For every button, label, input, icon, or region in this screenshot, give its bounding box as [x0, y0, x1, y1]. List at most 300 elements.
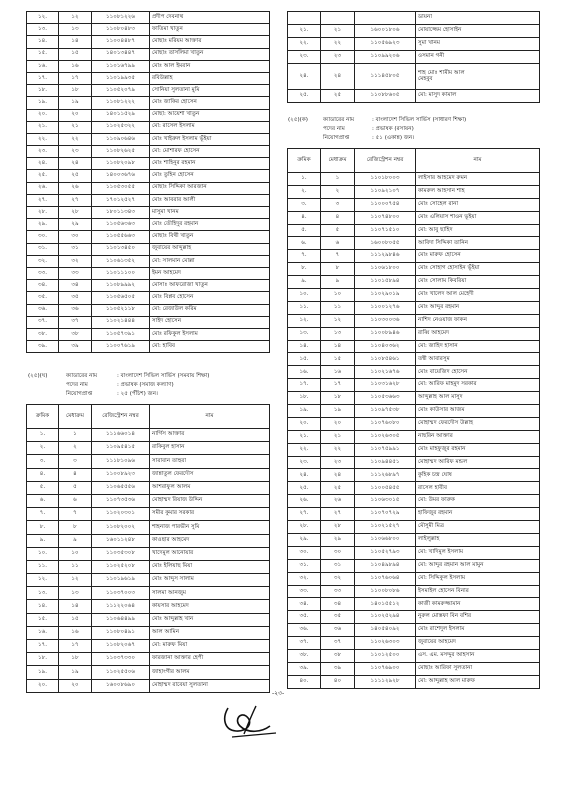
row-reg: ১১০৮১২২২: [92, 97, 150, 109]
row-reg: ১১০২৫৫০৬: [92, 666, 150, 679]
row-serial: ২৫.: [288, 90, 321, 103]
row-reg: ১১০৫৬৫০৫: [92, 292, 150, 304]
signature-mark: [218, 700, 282, 742]
row-name: মো: রাসেল ইসলাম: [150, 121, 270, 133]
row-reg: ১৪০১৩৪৪৭: [92, 48, 150, 60]
row-reg: ১৮০১১৩৪৩: [92, 207, 150, 219]
table-row: [27, 600, 270, 613]
row-merit: ৯: [321, 276, 355, 289]
row-serial: ২.: [288, 185, 321, 198]
row-serial: ৩০.: [288, 546, 321, 559]
row-serial: ৩৮.: [288, 649, 321, 662]
table-row: [288, 224, 540, 237]
table-row: [27, 12, 270, 24]
row-name: সারাবান তাহুরা: [150, 455, 270, 468]
table-row: [288, 263, 540, 276]
row-reg: ১১০৯২১০৭: [355, 185, 416, 198]
table-row: [27, 133, 270, 145]
row-merit: ৪০: [321, 675, 355, 688]
row-serial: ২৯.: [288, 533, 321, 546]
row-name: মৌসুমী মিত্র: [416, 521, 540, 534]
row-serial: ২৪.: [288, 469, 321, 482]
row-merit: ৬: [59, 494, 92, 507]
table-row: [288, 662, 540, 675]
row-name: মোসাঃ আফরোজা খাতুন: [150, 280, 270, 292]
row-reg: ১১০০৮৯২৩: [92, 468, 150, 481]
row-merit: ৩: [321, 198, 355, 211]
table-row: [27, 429, 270, 442]
table-row: [288, 237, 540, 250]
row-reg: ১১০১৮০০৩: [355, 173, 416, 186]
row-reg: ১১০৯৭৫৩৮: [355, 405, 416, 418]
row-serial: ৩৩.: [27, 267, 59, 279]
row-reg: ১৭০১২৫২৭: [92, 194, 150, 206]
row-reg: ১১১৮১০৯৬: [92, 455, 150, 468]
row-name: মোঃ আব্দুর রহমান: [416, 301, 540, 314]
table-row: [288, 508, 540, 521]
row-name: মোঃ এলিয়াস শাওন ভূইয়া: [416, 211, 540, 224]
row-serial: ৩৪.: [288, 598, 321, 611]
table-left-bottom: [26, 404, 270, 693]
row-serial: ২৮.: [27, 207, 59, 219]
row-reg: ১১০৭৬০৮০: [355, 417, 416, 430]
row-serial: ১১.: [27, 560, 59, 573]
table-row: [288, 276, 540, 289]
row-merit: ৩: [59, 455, 92, 468]
table-row: [288, 250, 540, 263]
table-row: [27, 231, 270, 243]
row-merit: ২৩: [321, 51, 355, 64]
table-row: [288, 90, 540, 103]
row-merit: [321, 12, 355, 25]
row-serial: ১২.: [27, 12, 59, 24]
row-name: মোহাম্মদ রিয়াজ উদ্দিন: [150, 494, 270, 507]
row-merit: ৩৪: [321, 598, 355, 611]
row-serial: ১৩.: [27, 24, 59, 36]
table-row: [27, 560, 270, 573]
row-serial: ২১.: [288, 430, 321, 443]
row-serial: ২৬.: [288, 495, 321, 508]
table-row: [27, 121, 270, 133]
table-row: [288, 211, 540, 224]
row-serial: ৩১.: [27, 243, 59, 255]
row-serial: ১৩.: [27, 587, 59, 600]
row-reg: ১১০৫২০৭৯: [92, 85, 150, 97]
row-reg: ১১০৯০৬৪৬: [92, 133, 150, 145]
row-serial: ১৫.: [27, 48, 59, 60]
table-row: [27, 640, 270, 653]
row-merit: ১৮: [59, 85, 92, 97]
row-name: মো: সিদ্দিকুল ইসলাম: [416, 572, 540, 585]
row-merit: ১: [321, 173, 355, 186]
table-right-bottom: [287, 148, 540, 689]
table-row: [27, 534, 270, 547]
row-merit: ২৪: [321, 469, 355, 482]
row-merit: ২৬: [59, 182, 92, 194]
section-gha-post-value: : প্রভাষক (সমাজ কল্যাণ): [117, 382, 174, 388]
row-name: মোঃ খালেদ আল মেহেদী: [416, 289, 540, 302]
row-name: মোঃ মাহফুজুর রহমান: [416, 443, 540, 456]
row-merit: ৩০: [321, 546, 355, 559]
row-name: রাব্বি আহমেদ: [416, 327, 540, 340]
row-reg: ১১০৫৬৩৬৩: [92, 219, 150, 231]
row-name: প্রদীপ দেবনাথ: [150, 12, 270, 24]
col-merit: মেধাক্রম: [59, 405, 92, 429]
table-row: [27, 60, 270, 72]
row-merit: ২৮: [59, 207, 92, 219]
row-name: ইমন আহমেদ: [150, 267, 270, 279]
row-name: লাইলুল্লাহ: [416, 533, 540, 546]
row-serial: ১৮.: [27, 653, 59, 666]
row-serial: ১১.: [288, 301, 321, 314]
table-row: [27, 219, 270, 231]
section-gha-post-label: পদের নাম: [66, 382, 88, 388]
row-reg: ১৪০১১৫২৯: [92, 109, 150, 121]
table-row: [27, 626, 270, 639]
row-serial: ২০.: [27, 109, 59, 121]
row-name: রবিউল্লাহ: [150, 72, 270, 84]
row-merit: ১৫: [59, 613, 92, 626]
row-serial: ১৬.: [288, 366, 321, 379]
table-row: [27, 494, 270, 507]
row-reg: ১১০৮৮৬০৫: [355, 90, 416, 103]
table-row: [288, 598, 540, 611]
row-reg: ১১০০৭৬১৯: [92, 341, 150, 353]
row-serial: ২৪.: [27, 158, 59, 170]
row-serial: ৫.: [288, 224, 321, 237]
row-name: মোঃ বিপ্লব হোসেন: [150, 292, 270, 304]
table-row: [27, 267, 270, 279]
row-merit: ২১: [59, 121, 92, 133]
section-ka-count-value: : ৫১ (একান্ন) জন।: [372, 135, 415, 141]
row-serial: ১৬.: [27, 626, 59, 639]
table-row: [27, 292, 270, 304]
table-row: [27, 72, 270, 84]
row-merit: ২৭: [59, 194, 92, 206]
row-reg: ১৪০০৩৬৭৬: [92, 170, 150, 182]
col-reg: [355, 149, 416, 173]
row-reg: ১১০৩০০৩৬: [355, 314, 416, 327]
row-merit: ২০: [59, 679, 92, 692]
row-merit: ১৪: [59, 36, 92, 48]
row-name: মোঃ শাহিনুর রহমান: [150, 158, 270, 170]
row-merit: ৮: [59, 521, 92, 534]
section-gha-count-value: : ২৫ (পঁচিশ) জন।: [117, 391, 158, 397]
row-merit: ১৭: [59, 72, 92, 84]
row-merit: ৪: [321, 211, 355, 224]
table-row: [27, 574, 270, 587]
row-merit: ১৭: [321, 379, 355, 392]
row-reg: ১১০৬১৩৫২: [92, 255, 150, 267]
row-serial: [288, 12, 321, 25]
row-serial: ৪.: [288, 211, 321, 224]
table-row: [288, 585, 540, 598]
row-reg: ১১০৬৪৪৯৯: [92, 613, 150, 626]
row-merit: ৩০: [59, 231, 92, 243]
section-ka-count-label: নিয়োগপ্রাপ্ত: [323, 135, 350, 141]
row-reg: ১১০৭৬০৬৪: [355, 572, 416, 585]
row-reg: ১১০১৩৪৫০: [92, 243, 150, 255]
row-name: মো: রেজাউল করিম: [150, 304, 270, 316]
table-row: [27, 316, 270, 328]
table-row: [288, 559, 540, 572]
row-serial: ২৩.: [288, 456, 321, 469]
row-serial: ২১.: [288, 25, 321, 38]
row-name: মোহাম্মদ ফেরদৌস উল্লাহ: [416, 417, 540, 430]
col-merit: মেধাক্রম: [321, 149, 355, 173]
row-reg: ১১০৫৭৩৯১: [92, 328, 150, 340]
row-merit: ২০: [59, 109, 92, 121]
row-name: মোছাঃ আরিফা সুলতানা: [416, 662, 540, 675]
table-row: [27, 679, 270, 692]
table-row: [27, 109, 270, 121]
row-serial: ৩.: [27, 455, 59, 468]
row-name: মোঃ তৌহিদুর রহমান: [150, 219, 270, 231]
row-name: মো: খাদিমুল ইসলাম: [416, 546, 540, 559]
row-name: মোঃ জাকির হোসেন: [150, 97, 270, 109]
row-reg: ১১০০৫৪৫৫: [355, 482, 416, 495]
table-row: [288, 521, 540, 534]
row-name: খাদেমুল আনোয়ার: [150, 547, 270, 560]
row-name: মোঃ কাউসার আজম: [416, 405, 540, 418]
row-serial: ১৫.: [27, 613, 59, 626]
section-ka-cadre-label: ক্যাডারের নাম: [323, 117, 355, 123]
row-reg: ১১০০১২৭৬: [355, 301, 416, 314]
row-serial: ১২.: [27, 574, 59, 587]
row-reg: ১১০৮১২২৬: [92, 12, 150, 24]
table-row: [288, 482, 540, 495]
row-reg: ১১১১২৯২৮: [355, 675, 416, 688]
row-serial: ১৮.: [288, 392, 321, 405]
row-serial: ২৪.: [288, 64, 321, 90]
row-name: মো: আবু ছাহিদ: [416, 224, 540, 237]
row-name: মোঃ সোহাগ হোসাইন ভূঁইয়া: [416, 263, 540, 276]
row-serial: ২৫.: [27, 170, 59, 182]
row-serial: ৫.: [27, 481, 59, 494]
table-row: [27, 97, 270, 109]
row-reg: ১১০৩৫৩০৮: [92, 547, 150, 560]
table-row: [27, 442, 270, 455]
row-reg: ১১০০৮৯৪৬: [355, 327, 416, 340]
row-serial: ৩৯.: [27, 341, 59, 353]
row-merit: ২: [321, 185, 355, 198]
row-serial: ৩৪.: [27, 280, 59, 292]
row-name: মোঃ রফিকুল ইসলাম: [150, 328, 270, 340]
row-reg: ১১০৮০৪৯১: [92, 626, 150, 639]
row-merit: ১১: [321, 301, 355, 314]
table-row: [27, 24, 270, 36]
row-name: তন্বী আবারসুম: [416, 353, 540, 366]
row-reg: ১১০৭১৫১০: [355, 224, 416, 237]
table-left-top: [26, 11, 270, 353]
row-name: মোঃ আব্দুল্লাহ খান: [150, 613, 270, 626]
row-merit: ২৪: [321, 64, 355, 90]
row-name: মোঃ তুহিন হোসেন: [150, 170, 270, 182]
row-serial: ৯.: [27, 534, 59, 547]
row-merit: ৩২: [59, 255, 92, 267]
row-serial: ৩৩.: [288, 585, 321, 598]
row-serial: ১৮.: [27, 85, 59, 97]
row-serial: ১৯.: [288, 405, 321, 418]
row-name: জান্নাতুল ফেরদৌস: [150, 468, 270, 481]
row-serial: ১৪.: [27, 36, 59, 48]
table-row: [288, 353, 540, 366]
row-reg: ১১০২৬৩০৩: [355, 637, 416, 650]
row-merit: ২১: [321, 430, 355, 443]
row-serial: ২২.: [288, 443, 321, 456]
row-merit: ৩১: [321, 559, 355, 572]
row-name: মো: জাহিদ হাসান: [416, 340, 540, 353]
row-merit: ৫: [59, 481, 92, 494]
row-reg: ১১০৮২০৬৭: [92, 640, 150, 653]
row-reg: ১১০৩৭৩৩০: [92, 653, 150, 666]
section-gha-code: (২৫)(ঘ): [28, 373, 48, 379]
row-merit: ২৩: [321, 456, 355, 469]
row-name: আবিদা সিদ্দিকা তানিন: [416, 237, 540, 250]
row-name: মোঃ সোহেল রানা: [416, 198, 540, 211]
table-row: [27, 170, 270, 182]
table-row: [27, 48, 270, 60]
row-name: মোঃ আব্দুস সালাম: [150, 574, 270, 587]
row-merit: ২২: [59, 133, 92, 145]
row-serial: ৩০.: [27, 231, 59, 243]
row-merit: ২৫: [321, 482, 355, 495]
row-name: মোঃ ইলিয়াছ মিয়া: [150, 560, 270, 573]
table-row: [288, 456, 540, 469]
table-row: [27, 666, 270, 679]
row-merit: ১৬: [59, 626, 92, 639]
row-name: কায়সার আহমেদ: [150, 600, 270, 613]
row-name: মো: উমর ফারুক: [416, 495, 540, 508]
row-merit: ৩৫: [59, 292, 92, 304]
row-name: মো: মাসুদ কামাল: [416, 90, 540, 103]
row-reg: ১৪০৫৪০৯২: [355, 624, 416, 637]
page-number: -২৩-: [272, 690, 285, 697]
table-row: [288, 51, 540, 64]
row-name: ওসমান গনী: [416, 51, 540, 64]
row-reg: ১১০১৯৯৩৫: [92, 72, 150, 84]
table-row: [27, 85, 270, 97]
row-name: ফারজানা আক্তার হেপী: [150, 653, 270, 666]
row-serial: ১৭.: [288, 379, 321, 392]
row-reg: ১১০৫২৭৯৩: [355, 546, 416, 559]
table-row: [288, 417, 540, 430]
row-serial: ৩৭.: [27, 316, 59, 328]
table-row: [288, 649, 540, 662]
row-serial: ২৯.: [27, 219, 59, 231]
row-serial: ১৪.: [27, 600, 59, 613]
row-name: মো: সালমান মোল্লা: [150, 255, 270, 267]
row-reg: ১১০৮২০০২: [92, 521, 150, 534]
row-merit: ২২: [321, 443, 355, 456]
row-merit: ১৫: [59, 48, 92, 60]
row-reg: ১১০৫৬৯২৩: [355, 38, 416, 51]
row-merit: ৭: [321, 250, 355, 263]
table-row: [27, 508, 270, 521]
row-serial: ৩১.: [288, 559, 321, 572]
row-merit: ১৫: [321, 353, 355, 366]
table-row: [27, 481, 270, 494]
row-merit: ৩১: [59, 243, 92, 255]
row-serial: ২১.: [27, 121, 59, 133]
row-name: লাইসার আহমেদ রুমন: [416, 173, 540, 186]
row-merit: ৩৭: [59, 316, 92, 328]
row-serial: ৮.: [27, 521, 59, 534]
row-name: মাসুমা খানম: [150, 207, 270, 219]
row-name: আল আমিন: [150, 626, 270, 639]
table-row: [288, 173, 540, 186]
section-gha-cadre-value: : বাংলাদেশ সিভিল সার্ভিস (সমবায় শিক্ষা): [117, 373, 210, 379]
row-name: মোহাম্মদ রাবেয়া সুলতানা: [150, 679, 270, 692]
row-reg: ১১১২৯৮৪৬: [355, 250, 416, 263]
row-reg: ১১০৪৯৮৯৪: [355, 559, 416, 572]
row-name: মো: আব্দুর রহমান আল মামুন: [416, 559, 540, 572]
table-row: [27, 653, 270, 666]
row-name: নুরুল মোস্তফা বিন বশির: [416, 611, 540, 624]
row-name: নার্গিস আক্তার: [150, 429, 270, 442]
row-serial: ৩৭.: [288, 637, 321, 650]
table-right-top: [287, 11, 540, 103]
table-row: [288, 675, 540, 688]
row-merit: ৩৬: [59, 304, 92, 316]
row-name: হাফিজুর রহমান: [416, 508, 540, 521]
table-row: [288, 38, 540, 51]
row-reg: ১১০৮২৬২৫: [92, 146, 150, 158]
row-name: কাওছার আহমেদ: [150, 534, 270, 547]
section-ka-post-label: পদের নাম: [323, 126, 345, 132]
row-reg: ১৬০০৮৬৯০: [92, 679, 150, 692]
col-reg: [92, 405, 150, 429]
row-merit: ১৮: [321, 392, 355, 405]
row-name: মোঃ বায়েজিদ হোসেন: [416, 366, 540, 379]
row-merit: ১৪: [59, 600, 92, 613]
row-serial: ২৭.: [27, 194, 59, 206]
row-serial: ২৫.: [288, 482, 321, 495]
row-reg: ১১১২৬৮৯৭: [355, 469, 416, 482]
row-merit: ৩৯: [59, 341, 92, 353]
table-row: [288, 198, 540, 211]
row-merit: ১২: [321, 314, 355, 327]
table-row: [27, 613, 270, 626]
row-reg: ১৪০১৫৫১২: [355, 598, 416, 611]
row-reg: ১১০৬১৮০০: [355, 263, 416, 276]
table-row: [288, 12, 540, 25]
row-merit: ১৩: [321, 327, 355, 340]
row-merit: ২৮: [321, 521, 355, 534]
table-row: [288, 289, 540, 302]
table-row: [288, 637, 540, 650]
row-name: মোঃ রাশেদুল ইসলাম: [416, 624, 540, 637]
row-merit: ২: [59, 442, 92, 455]
row-reg: ১১০২৯০১৯: [355, 289, 416, 302]
row-reg: ১১০২১৫২৭: [355, 521, 416, 534]
table-row: [288, 405, 540, 418]
row-reg: ১১০১৫৮৯৪: [355, 276, 416, 289]
row-name: রাসেল হাবীব: [416, 482, 540, 495]
row-merit: ২৫: [321, 90, 355, 103]
row-serial: ২৮.: [288, 521, 321, 534]
row-serial: ১৫.: [288, 353, 321, 366]
row-reg: ১১০৭৪৮০০: [355, 211, 416, 224]
col-name: নাম: [416, 149, 540, 173]
row-reg: ১১০০০৭৫৪: [355, 198, 416, 211]
row-name: নাছরিন আক্তার: [416, 430, 540, 443]
row-serial: ৩৬.: [288, 624, 321, 637]
row-reg: ১১০২০৩০১: [92, 508, 150, 521]
row-name: জাহাংগীর আলম: [150, 666, 270, 679]
row-reg: ১১০৭০৭২৯: [355, 508, 416, 521]
row-reg: ১১০৩১৬২৮: [355, 379, 416, 392]
